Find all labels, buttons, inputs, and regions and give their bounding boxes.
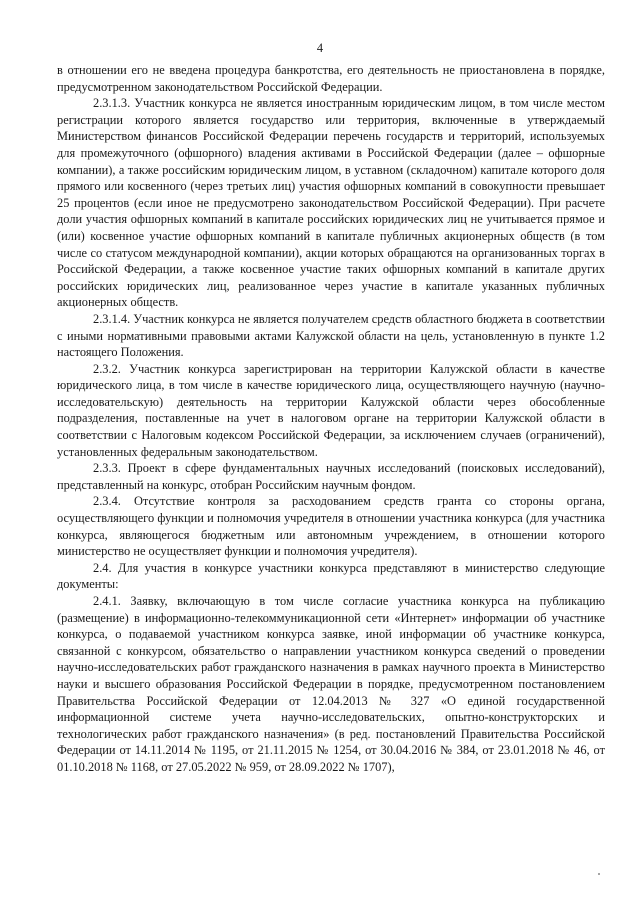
page-number: 4 [316,41,324,55]
paragraph-2-3-2: 2.3.2. Участник конкурса зарегистрирован на территории Калужской области в качестве юридического лица, в том числе в качестве юридического лица, осуществляющего научную (научно-исследовательскую) деятельность на территории Калужской области через обособленные подразделения, поставленные на учет в налоговом органе на территории Калужской области в соответствии с Налоговым кодексом Российской Федерации, за исключением случаев (ограничений), установленных федеральным законодательством. [57,361,605,459]
scan-speck [598,873,600,875]
paragraph-2-4-1: 2.4.1. Заявку, включающую в том числе согласие участника конкурса на публикацию (размещение) в информационно-телекоммуникационной сети «Интернет» информации об участнике конкурса, о подаваемой участником конкурса заявке, иной информации об участнике конкурса, связанной с конкурсом, обязательство о направлении участником конкурса сведений о проведении научно-исследовательских работ гражданского назначения в рамках научного проекта в Министерство науки и высшего образования Российской Федерации в порядке, предусмотренном постановлением Правительства Российской Федерации от 12.04.2013 № 327 «О единой государственной информационной системе учета научно-исследовательских, опытно-конструкторских и технологических работ гражданского назначения» (в ред. постановлений Правительства Российской Федерации от 14.11.2014 № 1195, от 21.11.2015 № 1254, от 30.04.2016 № 384, от 23.01.2018 № 46, от 01.10.2018 № 1168, от 27.05.2022 № 959, от 28.09.2022 № 1707), [57,594,605,774]
paragraph-2-4: 2.4. Для участия в конкурсе участники конкурса представляют в министерство следующие документы: [57,560,605,592]
paragraph-2-3-1-4: 2.3.1.4. Участник конкурса не является получателем средств областного бюджета в соответствии с иными нормативными правовыми актами Калужской области на цель, установленную в пункте 1.2 настоящего Положения. [57,311,605,360]
paragraph-2-3-4: 2.3.4. Отсутствие контроля за расходованием средств гранта со стороны органа, осуществляющего функции и полномочия учредителя в отношении участника конкурса (для участника конкурса, являющегося бюджетным или автономным учреждением, в отношении которого министерство не осуществляет функции и полномочия учредителя). [57,494,605,559]
paragraph-continuation: в отношении его не введена процедура банкротства, его деятельность не приостановлена в порядке, предусмотренном законодательством Российской Федерации. [57,63,605,94]
document-body [57,62,605,776]
paragraph-2-3-1-3: 2.3.1.3. Участник конкурса не является иностранным юридическим лицом, в том числе местом регистрации которого является государство или территория, включенные в утверждаемый Министерством финансов Российской Федерации перечень государств и территорий, используемых для промежуточного (офшорного) владения активами в Российской Федерации (далее – офшорные компании), а также российским юридическим лицом, в уставном (складочном) капитале которого доля прямого или косвенного (через третьих лиц) участия офшорных компаний в совокупности превышает 25 процентов (если иное не предусмотрено законодательством Российской Федерации). При расчете доли участия офшорных компаний в капитале российских юридических лиц не учитывается прямое и (или) косвенное участие офшорных компаний в капитале публичных акционерных обществ (в том числе со статусом международной компании), акции которых обращаются на организованных торгах в Российской Федерации, а также косвенное участие таких офшорных компаний в капитале других российских юридических лиц, реализованное через участие в капитале указанных публичных акционерных обществ. [57,96,605,310]
paragraph-2-3-3: 2.3.3. Проект в сфере фундаментальных научных исследований (поисковых исследований), представленный на конкурс, отобран Российским научным фондом. [57,461,605,492]
